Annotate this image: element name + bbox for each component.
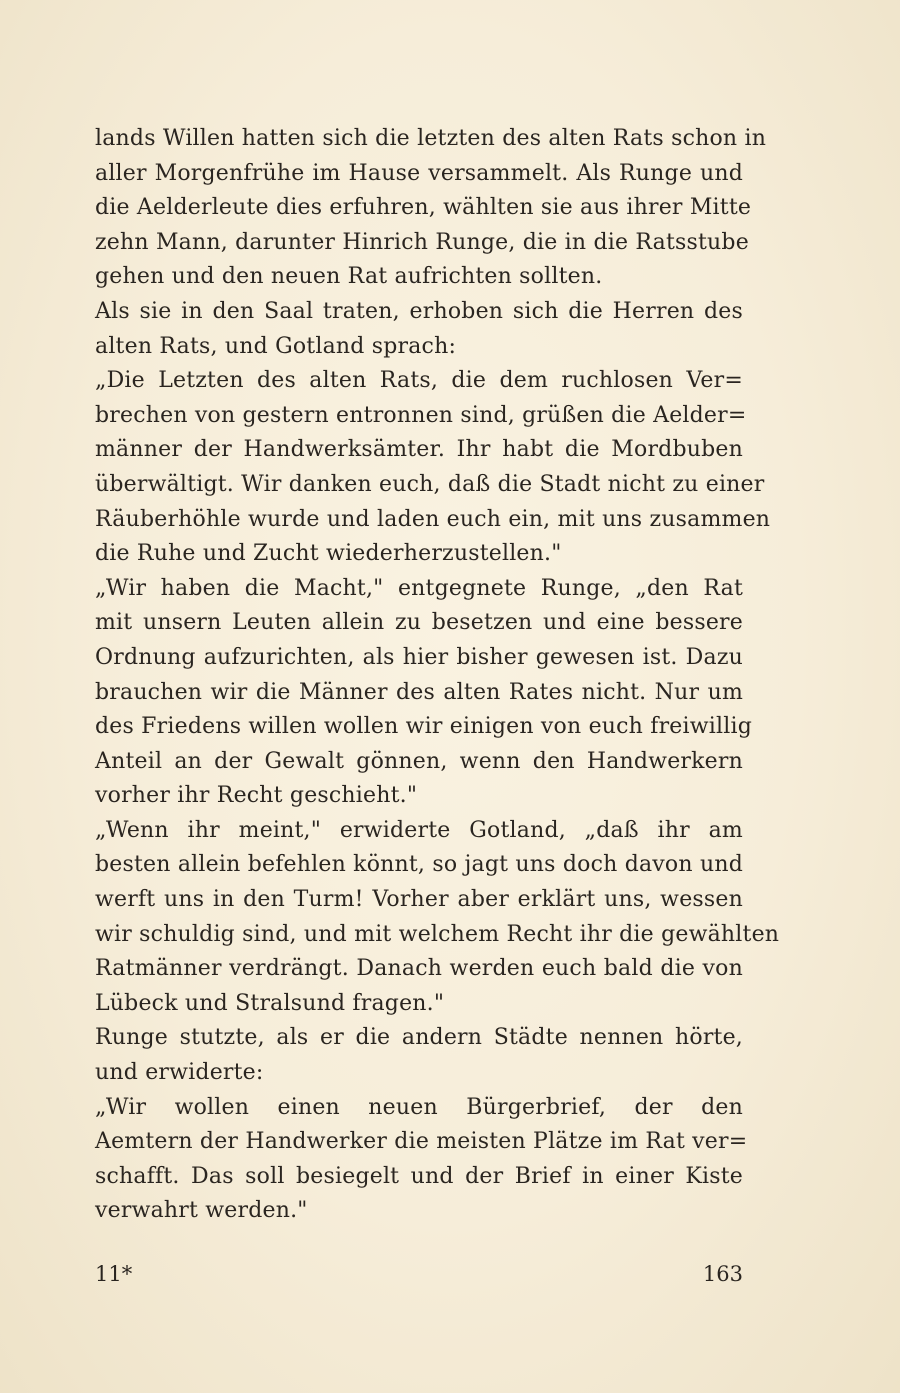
text-line: und erwiderte: xyxy=(95,1060,264,1086)
text-line: lands Willen hatten sich die letzten des alten Rats schon in xyxy=(95,126,767,151)
text-line: werft uns in den Turm! Vorher aber erklärt uns, wessen xyxy=(95,887,743,913)
text-line: besten allein befehlen könnt, so jagt uns doch davon und xyxy=(95,852,743,878)
text-line: mit unsern Leuten allein zu besetzen und eine bessere xyxy=(95,610,743,636)
text-line: „Wir haben die Macht," entgegnete Runge, „den Rat xyxy=(95,575,743,601)
text-line: Ordnung aufzurichten, als hier bisher gewesen ist. Dazu xyxy=(95,644,743,670)
text-line: „Die Letzten des alten Rats, die dem ruchlosen Ver= xyxy=(95,368,743,394)
text-line: zehn Mann, darunter Hinrich Runge, die in die Ratsstube xyxy=(95,229,749,255)
text-line: Aemtern der Handwerker die meisten Plätze im Rat ver= xyxy=(95,1129,748,1155)
text-line: die Ruhe und Zucht wiederherzustellen." xyxy=(95,541,562,567)
text-line: schafft. Das soll besiegelt und der Brief in einer Kiste xyxy=(95,1163,743,1189)
page-number: 163 xyxy=(702,1262,743,1286)
text-line: aller Morgenfrühe im Hause versammelt. Als Runge und xyxy=(95,160,743,186)
text-line: männer der Handwerksämter. Ihr habt die Mordbuben xyxy=(95,437,743,463)
text-line: des Friedens willen wollen wir einigen von euch freiwillig xyxy=(95,714,753,740)
body-text xyxy=(95,122,780,1229)
text-line: Anteil an der Gewalt gönnen, wenn den Handwerkern xyxy=(95,748,743,774)
text-line: die Aelderleute dies erfuhren, wählten sie aus ihrer Mitte xyxy=(95,195,752,221)
page-footer xyxy=(95,1262,743,1292)
text-line: Ratmänner verdrängt. Danach werden euch bald die von xyxy=(95,956,743,982)
text-line: brauchen wir die Männer des alten Rates nicht. Nur um xyxy=(95,679,743,705)
text-line: „Wenn ihr meint," erwiderte Gotland, „daß ihr am xyxy=(95,817,743,843)
text-line: Als sie in den Saal traten, erhoben sich die Herren des xyxy=(95,298,743,324)
signature-mark: 11* xyxy=(95,1262,133,1286)
text-line: gehen und den neuen Rat aufrichten sollten. xyxy=(95,264,603,290)
text-line: überwältigt. Wir danken euch, daß die Stadt nicht zu einer xyxy=(95,471,765,497)
text-line: „Wir wollen einen neuen Bürgerbrief, der den xyxy=(95,1094,743,1120)
text-line: alten Rats, und Gotland sprach: xyxy=(95,333,457,359)
text-line: brechen von gestern entronnen sind, grüßen die Aelder= xyxy=(95,402,747,428)
text-line: Lübeck und Stralsund fragen." xyxy=(95,990,445,1016)
text-line: vorher ihr Recht geschieht." xyxy=(95,783,418,809)
text-line: Runge stutzte, als er die andern Städte nennen hörte, xyxy=(95,1025,743,1051)
text-line: verwahrt werden." xyxy=(95,1198,308,1224)
text-line: Räuberhöhle wurde und laden euch ein, mit uns zusammen xyxy=(95,506,771,532)
text-line: wir schuldig sind, und mit welchem Recht ihr die gewählten xyxy=(95,921,780,947)
